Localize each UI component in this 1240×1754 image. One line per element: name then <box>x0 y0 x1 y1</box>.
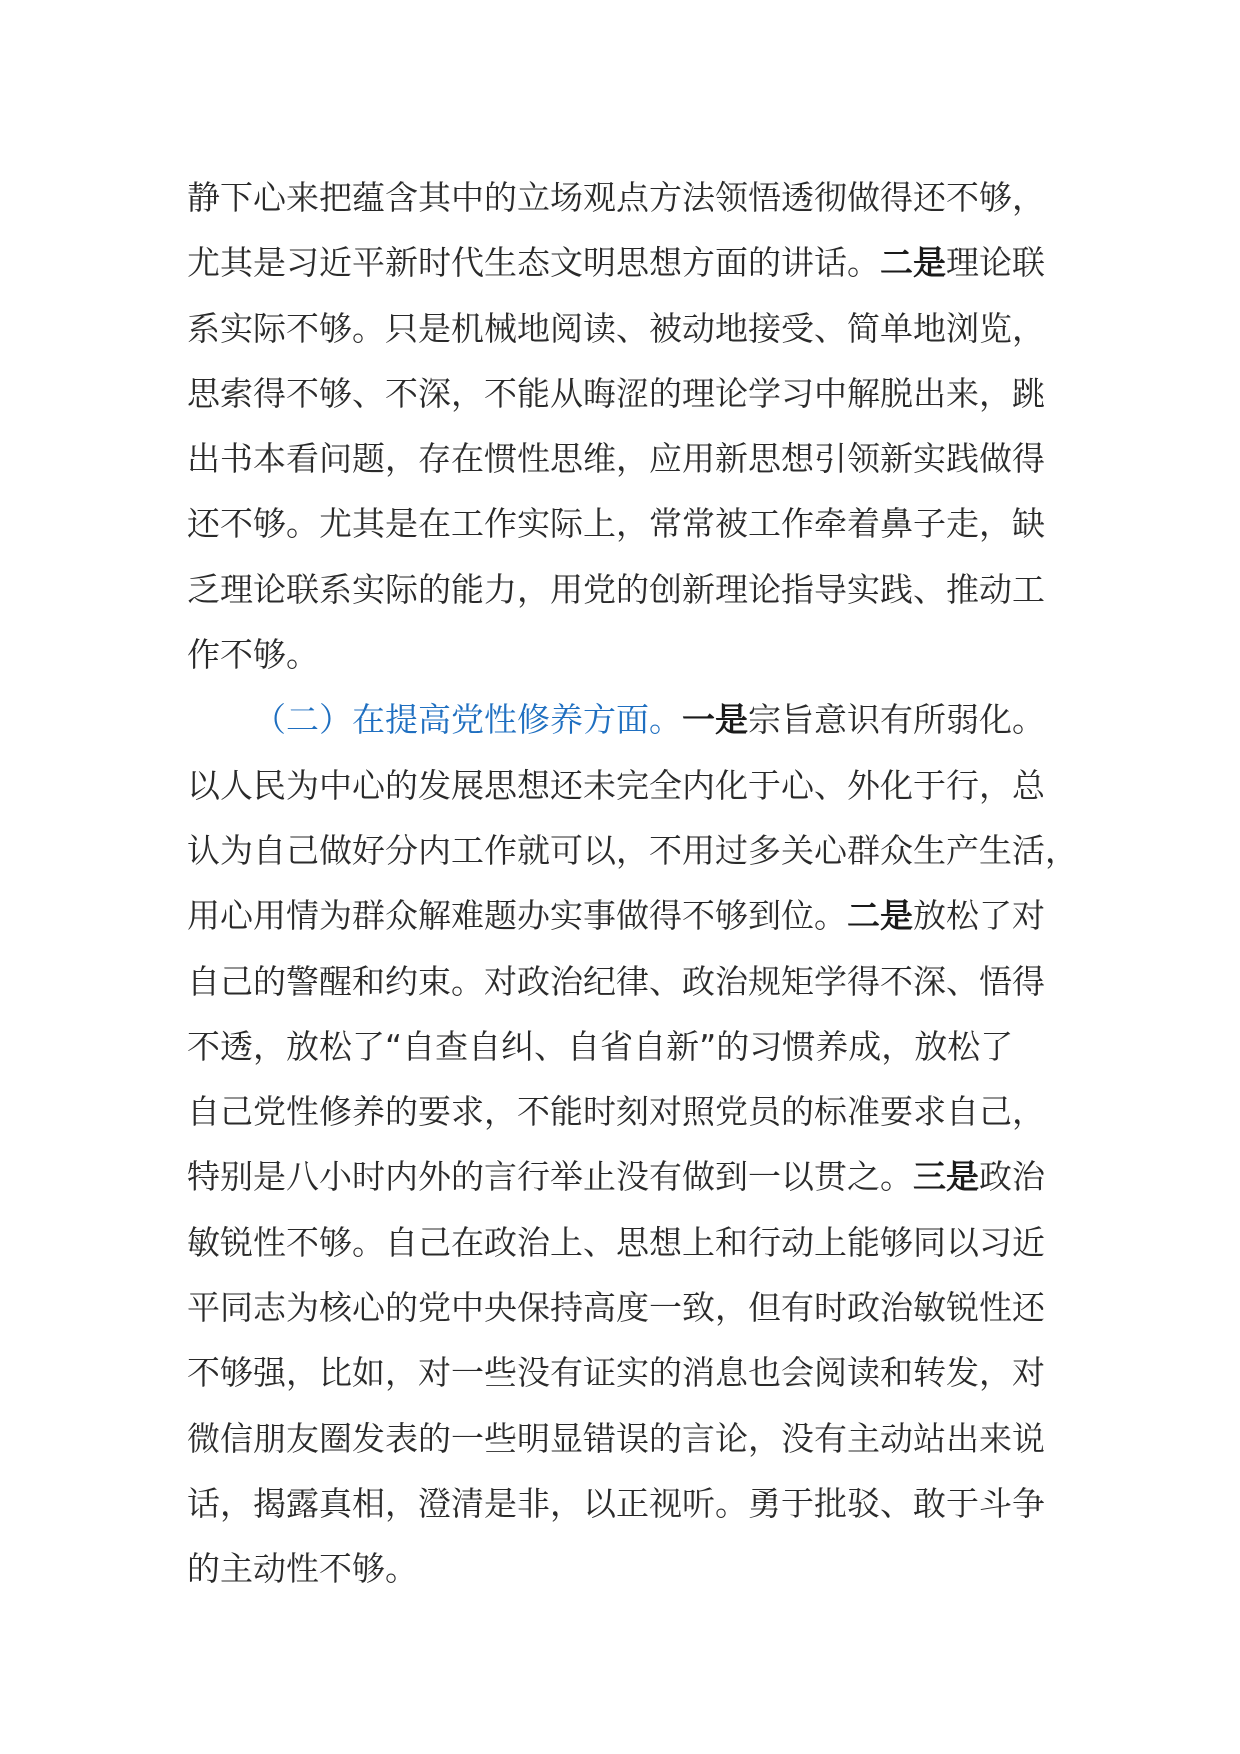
text-line <box>187 361 1067 426</box>
text-segment: 放松了对 <box>913 896 1045 936</box>
text-segment: 话，揭露真相，澄清是非，以正视听。勇于批驳、敢于斗争 <box>187 1483 1045 1523</box>
text-line <box>187 949 1067 1014</box>
body-text <box>187 165 1078 1602</box>
text-line <box>187 1471 1067 1536</box>
text-segment: 乏理论联系实际的能力，用党的创新理论指导实践、推动工 <box>187 569 1045 609</box>
text-segment: 的主动性不够。 <box>187 1549 418 1589</box>
text-segment: 宗旨意识有所弱化。 <box>748 700 1045 740</box>
bold-ordinal: 二是 <box>847 896 913 936</box>
text-line <box>187 1340 1067 1405</box>
text-line <box>187 230 1067 295</box>
text-line <box>187 1210 1067 1275</box>
bold-ordinal: 二是 <box>880 243 946 283</box>
text-line <box>187 883 1067 948</box>
bold-ordinal: 一是 <box>682 700 748 740</box>
text-line <box>187 1536 1067 1601</box>
text-line <box>187 296 1067 361</box>
text-line <box>187 165 1067 230</box>
text-line <box>187 1144 1067 1209</box>
text-line <box>187 1079 1067 1144</box>
text-segment: 作不够。 <box>187 635 319 675</box>
text-segment: 认为自己做好分内工作就可以，不用过多关心群众生产生活， <box>187 830 1078 870</box>
text-segment: 静下心来把蕴含其中的立场观点方法领悟透彻做得还不够， <box>187 178 1045 217</box>
text-segment: 平同志为核心的党中央保持高度一致，但有时政治敏锐性还 <box>187 1288 1045 1328</box>
text-segment: 出书本看问题，存在惯性思维，应用新思想引领新实践做得 <box>187 439 1045 479</box>
text-line <box>187 1014 1067 1079</box>
text-segment: 自己党性修养的要求，不能时刻对照党员的标准要求自己， <box>187 1092 1045 1132</box>
bold-ordinal: 三是 <box>913 1157 979 1197</box>
text-line <box>187 687 1067 752</box>
text-line <box>187 622 1067 687</box>
text-segment: 敏锐性不够。自己在政治上、思想上和行动上能够同以习近 <box>187 1222 1045 1262</box>
text-segment: 不透，放松了“自查自纠、自省自新”的习惯养成，放松了 <box>187 1026 1014 1066</box>
text-segment: 以人民为中心的发展思想还未完全内化于心、外化于行，总 <box>187 765 1045 805</box>
text-segment: 不够强，比如，对一些没有证实的消息也会阅读和转发，对 <box>187 1353 1045 1393</box>
text-segment: 微信朋友圈发表的一些明显错误的言论，没有主动站出来说 <box>187 1418 1045 1458</box>
text-line <box>187 426 1067 491</box>
text-segment: 用心用情为群众解难题办实事做得不够到位。 <box>187 896 847 936</box>
text-segment: 思索得不够、不深，不能从晦涩的理论学习中解脱出来，跳 <box>187 373 1045 413</box>
text-segment: 政治 <box>979 1157 1045 1197</box>
section-heading: （二）在提高党性修养方面。 <box>253 700 682 740</box>
text-line <box>187 1275 1067 1340</box>
text-line <box>187 491 1067 556</box>
text-line <box>187 557 1067 622</box>
text-segment: 系实际不够。只是机械地阅读、被动地接受、简单地浏览， <box>187 308 1045 348</box>
text-line <box>187 753 1067 818</box>
text-segment: 自己的警醒和约束。对政治纪律、政治规矩学得不深、悟得 <box>187 961 1045 1001</box>
text-segment: 特别是八小时内外的言行举止没有做到一以贯之。 <box>187 1157 913 1197</box>
text-line <box>187 818 1078 883</box>
text-segment: 理论联 <box>946 243 1045 283</box>
text-segment: 还不够。尤其是在工作实际上，常常被工作牵着鼻子走，缺 <box>187 504 1045 544</box>
text-segment: 尤其是习近平新时代生态文明思想方面的讲话。 <box>187 243 880 283</box>
text-line <box>187 1406 1067 1471</box>
